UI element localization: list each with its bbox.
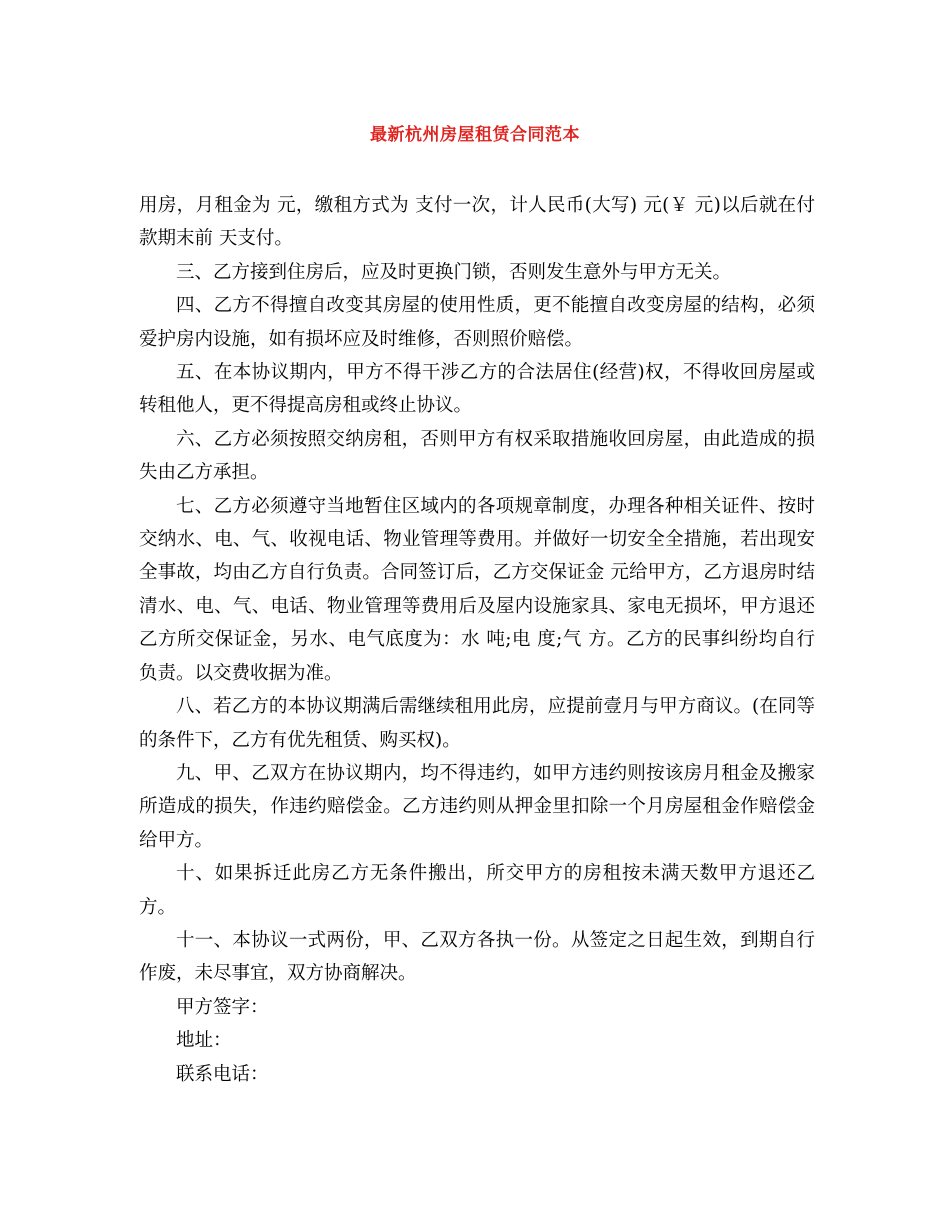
clause-8-renewal: 八、若乙方的本协议期满后需继续租用此房，应提前壹月与甲方商议。(在同等的条件下，乙方有优先租赁、购买权)。 bbox=[139, 696, 815, 751]
clause-11-copies: 十一、本协议一式两份，甲、乙双方各执一份。从签定之日起生效，到期自行作废，未尽事宜，双方协商解决。 bbox=[139, 929, 815, 985]
clause-3-locks: 三、乙方接到住房后，应及时更换门锁，否则发生意外与甲方无关。 bbox=[176, 261, 732, 283]
clause-5-occupancy: 五、在本协议期内，甲方不得干涉乙方的合法居住(经营)权，不得收回房屋或转租他人，更不得提高房租或终止协议。 bbox=[139, 362, 815, 417]
clause-6-rent-due: 六、乙方必须按照交纳房租，否则甲方有权采取措施收回房屋，由此造成的损失由乙方承担。 bbox=[139, 428, 815, 484]
clause-7-regulations: 七、乙方必须遵守当地暂住区域内的各项规章制度，办理各种相关证件、按时交纳水、电、气、收视电话、物业管理等费用。并做好一切安全全措施，若出现安全事故，均由乙方自行负责。合同签订后，乙方交保证金 元给甲方，乙方退房时结清水、电、气、电话、物业管理等费用后及屋内设施家具、家电无损坏，甲方退还乙方所交保证金，另水、电气底度为：水 吨;电 度;气 方。乙方的民事纠纷均自行负责。以交费收据为准。 bbox=[139, 495, 815, 684]
clause-rent-payment: 用房，月租金为 元，缴租方式为 支付一次，计人民币(大写) 元(￥ 元)以后就在付款期末前 天支付。 bbox=[139, 195, 815, 250]
clause-9-breach: 九、甲、乙双方在协议期内，均不得违约，如甲方违约则按该房月租金及搬家所造成的损失，作违约赔偿金。乙方违约则从押金里扣除一个月房屋租金作赔偿金给甲方。 bbox=[139, 762, 815, 851]
address-label: 地址： bbox=[176, 1030, 232, 1052]
clause-4-usage: 四、乙方不得擅自改变其房屋的使用性质，更不能擅自改变房屋的结构，必须爱护房内设施，如有损坏应及时维修，否则照价赔偿。 bbox=[139, 295, 815, 350]
party-a-signature-label: 甲方签字： bbox=[176, 996, 269, 1018]
phone-label: 联系电话： bbox=[176, 1063, 269, 1085]
document-title: 最新杭州房屋租赁合同范本 bbox=[370, 125, 580, 145]
clause-10-demolition: 十、如果拆迁此房乙方无条件搬出，所交甲方的房租按未满天数甲方退还乙方。 bbox=[139, 863, 815, 918]
document-body bbox=[139, 189, 815, 1091]
